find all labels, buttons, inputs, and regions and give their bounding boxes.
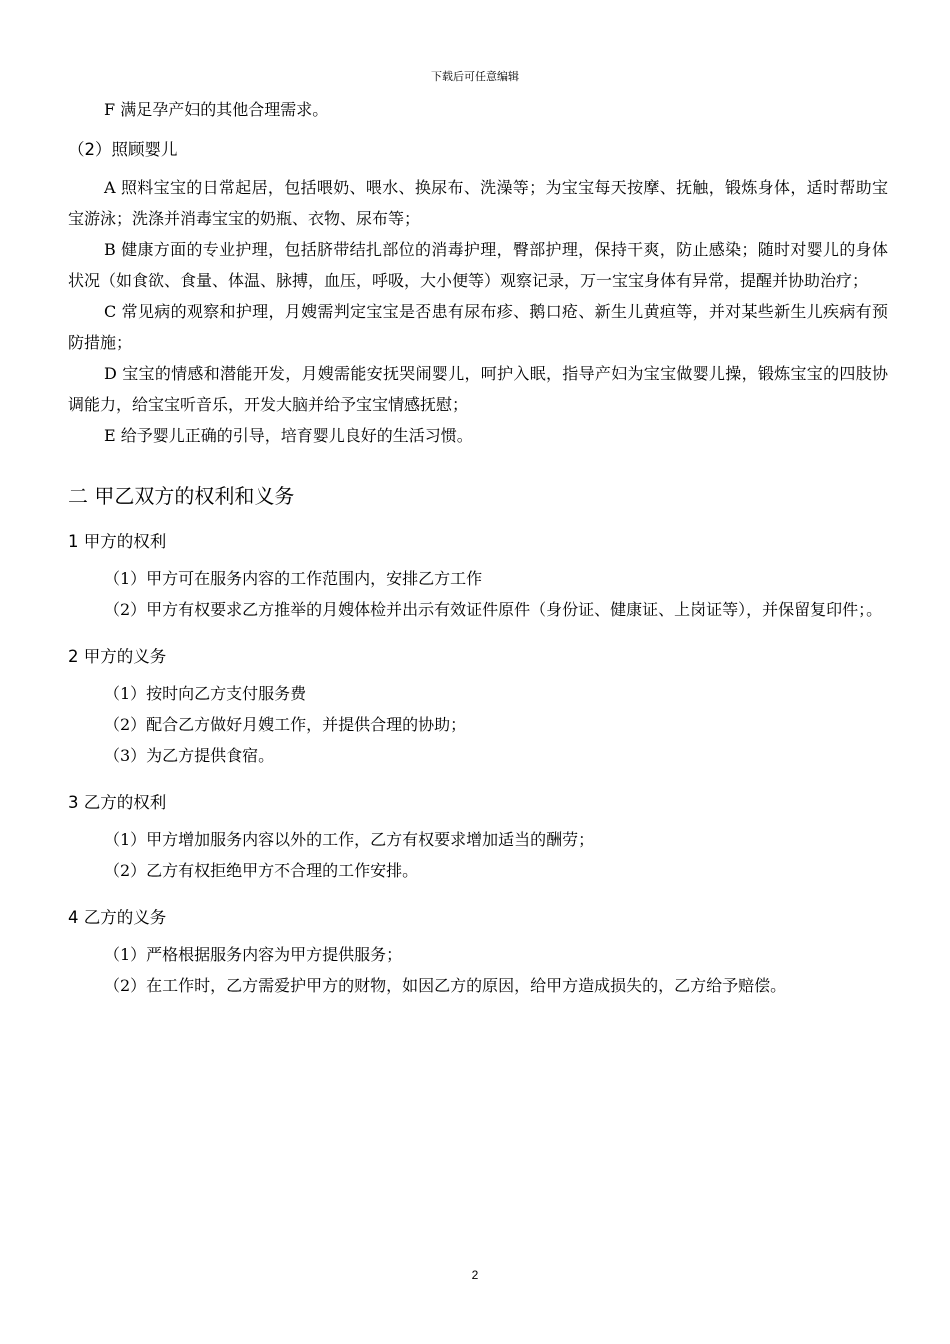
party-a-duties-item: （1）按时向乙方支付服务费 [104, 684, 307, 703]
page-header: 下载后可任意编辑 [431, 70, 519, 83]
baby-care-item-e: E 给予婴儿正确的引导，培育婴儿良好的生活习惯。 [104, 426, 473, 445]
mother-care-item-f: F 满足孕产妇的其他合理需求。 [104, 100, 329, 119]
party-a-rights-heading: 1 甲方的权利 [68, 532, 167, 551]
baby-care-item-b: B 健康方面的专业护理，包括脐带结扎部位的消毒护理，臀部护理，保持干爽，防止感染；随时对婴儿的身体状况（如食欲、食量、体温、脉搏，血压，呼吸，大小便等）观察记录，万一宝宝身体有异常，提醒并协助治疗； [68, 240, 888, 290]
party-b-rights-item: （2）乙方有权拒绝甲方不合理的工作安排。 [104, 861, 419, 880]
party-a-rights-item: （2）甲方有权要求乙方推举的月嫂体检并出示有效证件原件（身份证、健康证、上岗证等），并保留复印件；。 [104, 600, 883, 619]
party-a-duties-item: （3）为乙方提供食宿。 [104, 746, 275, 765]
party-a-rights-item: （1）甲方可在服务内容的工作范围内，安排乙方工作 [104, 569, 483, 588]
rights-section-title: 二 甲乙双方的权利和义务 [68, 484, 295, 508]
party-b-rights-heading: 3 乙方的权利 [68, 793, 167, 812]
party-a-duties-heading: 2 甲方的义务 [68, 647, 167, 666]
party-a-duties-item: （2）配合乙方做好月嫂工作，并提供合理的协助； [104, 715, 467, 734]
baby-care-item-d: D 宝宝的情感和潜能开发，月嫂需能安抚哭闹婴儿，呵护入眠，指导产妇为宝宝做婴儿操，锻炼宝宝的四肢协调能力，给宝宝听音乐，开发大脑并给予宝宝情感抚慰； [68, 364, 888, 414]
party-b-duties-item: （2）在工作时，乙方需爱护甲方的财物，如因乙方的原因，给甲方造成损失的，乙方给予赔偿。 [104, 976, 787, 995]
baby-care-heading: （2）照顾婴儿 [68, 140, 178, 159]
baby-care-item-c: C 常见病的观察和护理，月嫂需判定宝宝是否患有尿布疹、鹅口疮、新生儿黄疸等，并对某些新生儿疾病有预防措施； [68, 302, 888, 352]
document-body [68, 94, 888, 1001]
page-number: 2 [471, 1268, 479, 1282]
party-b-duties-item: （1）严格根据服务内容为甲方提供服务； [104, 945, 403, 964]
party-b-duties-heading: 4 乙方的义务 [68, 908, 167, 927]
baby-care-item-a: A 照料宝宝的日常起居，包括喂奶、喂水、换尿布、洗澡等；为宝宝每天按摩、抚触，锻炼身体，适时帮助宝宝游泳；洗涤并消毒宝宝的奶瓶、衣物、尿布等； [68, 178, 888, 228]
party-b-rights-item: （1）甲方增加服务内容以外的工作，乙方有权要求增加适当的酬劳； [104, 830, 595, 849]
